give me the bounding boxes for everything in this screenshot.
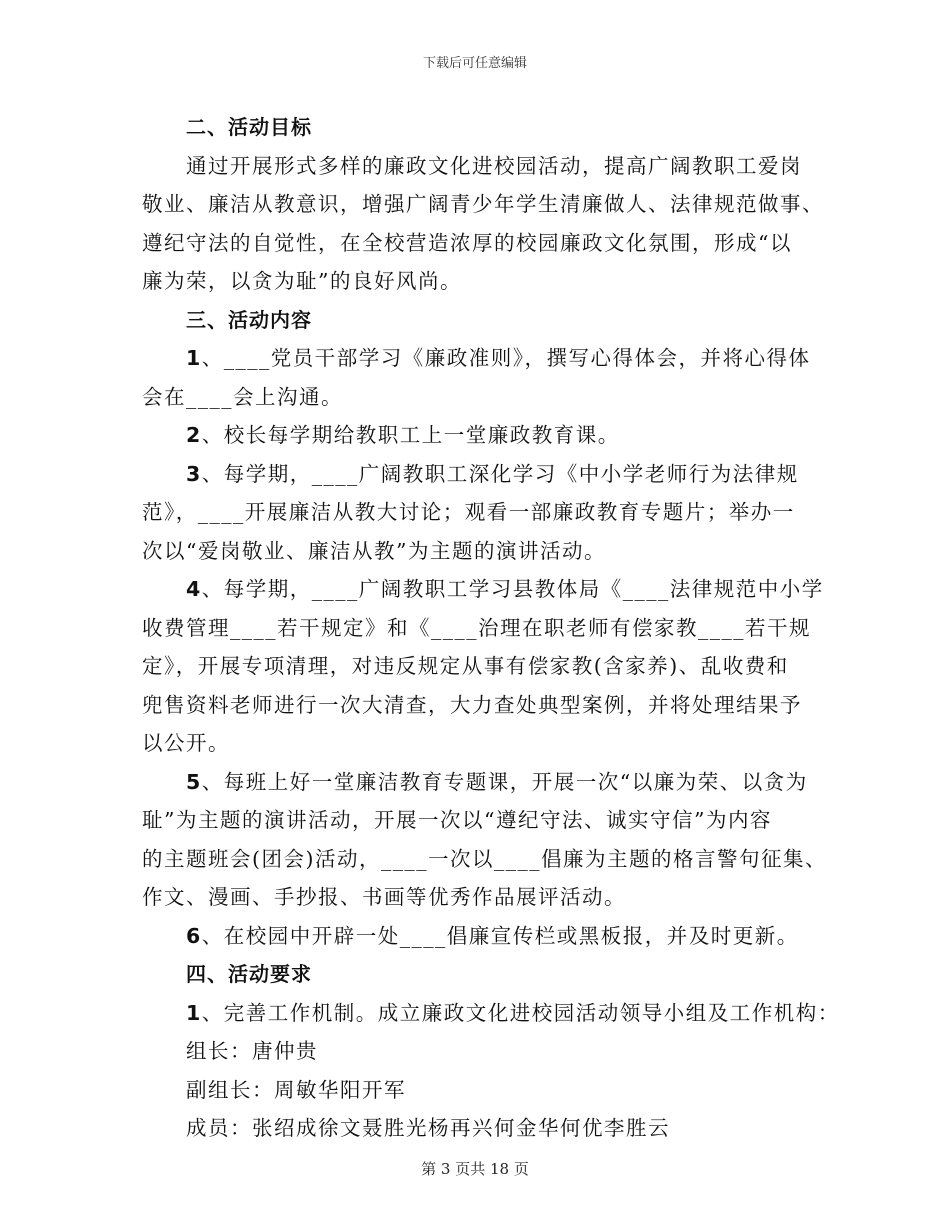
section-heading-requirements: 四、活动要求 (186, 962, 312, 986)
item-text: 、____党员干部学习《廉政准则》，撰写心得体会，并将心得体 (201, 346, 811, 370)
item-text: 、每学期，____广阔教职工学习县教体局《____法律规范中小学 (201, 577, 824, 601)
list-item-1 (142, 994, 840, 1033)
paragraph-line: 定》，开展专项清理，对违反规定从事有偿家教(含家养)、乱收费和 (142, 654, 789, 678)
item-number: 1 (186, 1000, 202, 1025)
item-number: 2 (186, 423, 202, 447)
paragraph-line: 兜售资料老师进行一次大清查，大力查处典型案例，并将处理结果予 (142, 692, 802, 717)
paragraph-line: 范》，____开展廉洁从教大讨论；观看一部廉政教育专题片；举办一 (142, 500, 795, 524)
paragraph-line: 收费管理____若干规定》和《____治理在职老师有偿家教____若干规 (142, 615, 811, 640)
page-footer: 第 3 页共 18 页 (421, 1160, 529, 1178)
list-item-6 (142, 917, 822, 956)
item-number: 6 (186, 923, 202, 948)
list-item-1 (142, 339, 822, 378)
page-header: 下载后可任意编辑 (422, 56, 527, 71)
item-text: 、校长每学期给教职工上一堂廉政教育课。 (201, 423, 620, 447)
paragraph-line: 敬业、廉洁从教意识，增强广阔青少年学生清廉做人、法律规范做事、 (142, 192, 824, 216)
section-heading-goals: 二、活动目标 (186, 115, 312, 139)
paragraph-line: 通过开展形式多样的廉政文化进校园活动，提高广阔教职工爱岗 (186, 153, 802, 178)
paragraph-line: 的主题班会(团会)活动，____一次以____倡廉为主题的格言警句征集、 (142, 846, 827, 871)
item-text: 、在校园中开辟一处____倡廉宣传栏或黑板报，并及时更新。 (201, 923, 799, 948)
paragraph-line: 廉为荣，以贪为耻”的良好风尚。 (142, 269, 462, 293)
roster-leader: 组长：唐仲贵 (186, 1039, 318, 1063)
item-text: 、每学期，____广阔教职工深化学习《中小学老师行为法律规 (201, 461, 799, 486)
roster-members: 成员：张绍成徐文聂胜光杨再兴何金华何优李胜云 (186, 1116, 670, 1140)
paragraph-line: 遵纪守法的自觉性，在全校营造浓厚的校园廉政文化氛围，形成“以 (142, 230, 792, 255)
paragraph-line: 耻”为主题的演讲活动，开展一次以“遵纪守法、诚实守信”为内容 (142, 808, 772, 832)
paragraph-line: 作文、漫画、手抄报、书画等优秀作品展评活动。 (142, 885, 626, 909)
item-number: 3 (186, 461, 202, 486)
item-number: 4 (186, 577, 202, 601)
list-item-5 (142, 763, 822, 802)
item-text: 、完善工作机制。成立廉政文化进校园活动领导小组及工作机构： (201, 1000, 840, 1025)
list-item-4 (142, 570, 822, 609)
item-number: 5 (186, 769, 202, 794)
paragraph-line: 次以“爱岗敬业、廉洁从教”为主题的演讲活动。 (142, 538, 606, 563)
item-number: 1 (186, 346, 202, 370)
roster-deputy: 副组长：周敏华阳开军 (186, 1077, 406, 1102)
paragraph-line: 以公开。 (142, 731, 230, 755)
list-item-2 (142, 416, 822, 455)
item-text: 、每班上好一堂廉洁教育专题课，开展一次“以廉为荣、以贪为 (201, 769, 808, 794)
document-body (142, 108, 840, 1148)
paragraph-line: 会在____会上沟通。 (142, 384, 343, 409)
list-item-3 (142, 455, 822, 494)
section-heading-content: 三、活动内容 (186, 307, 312, 332)
